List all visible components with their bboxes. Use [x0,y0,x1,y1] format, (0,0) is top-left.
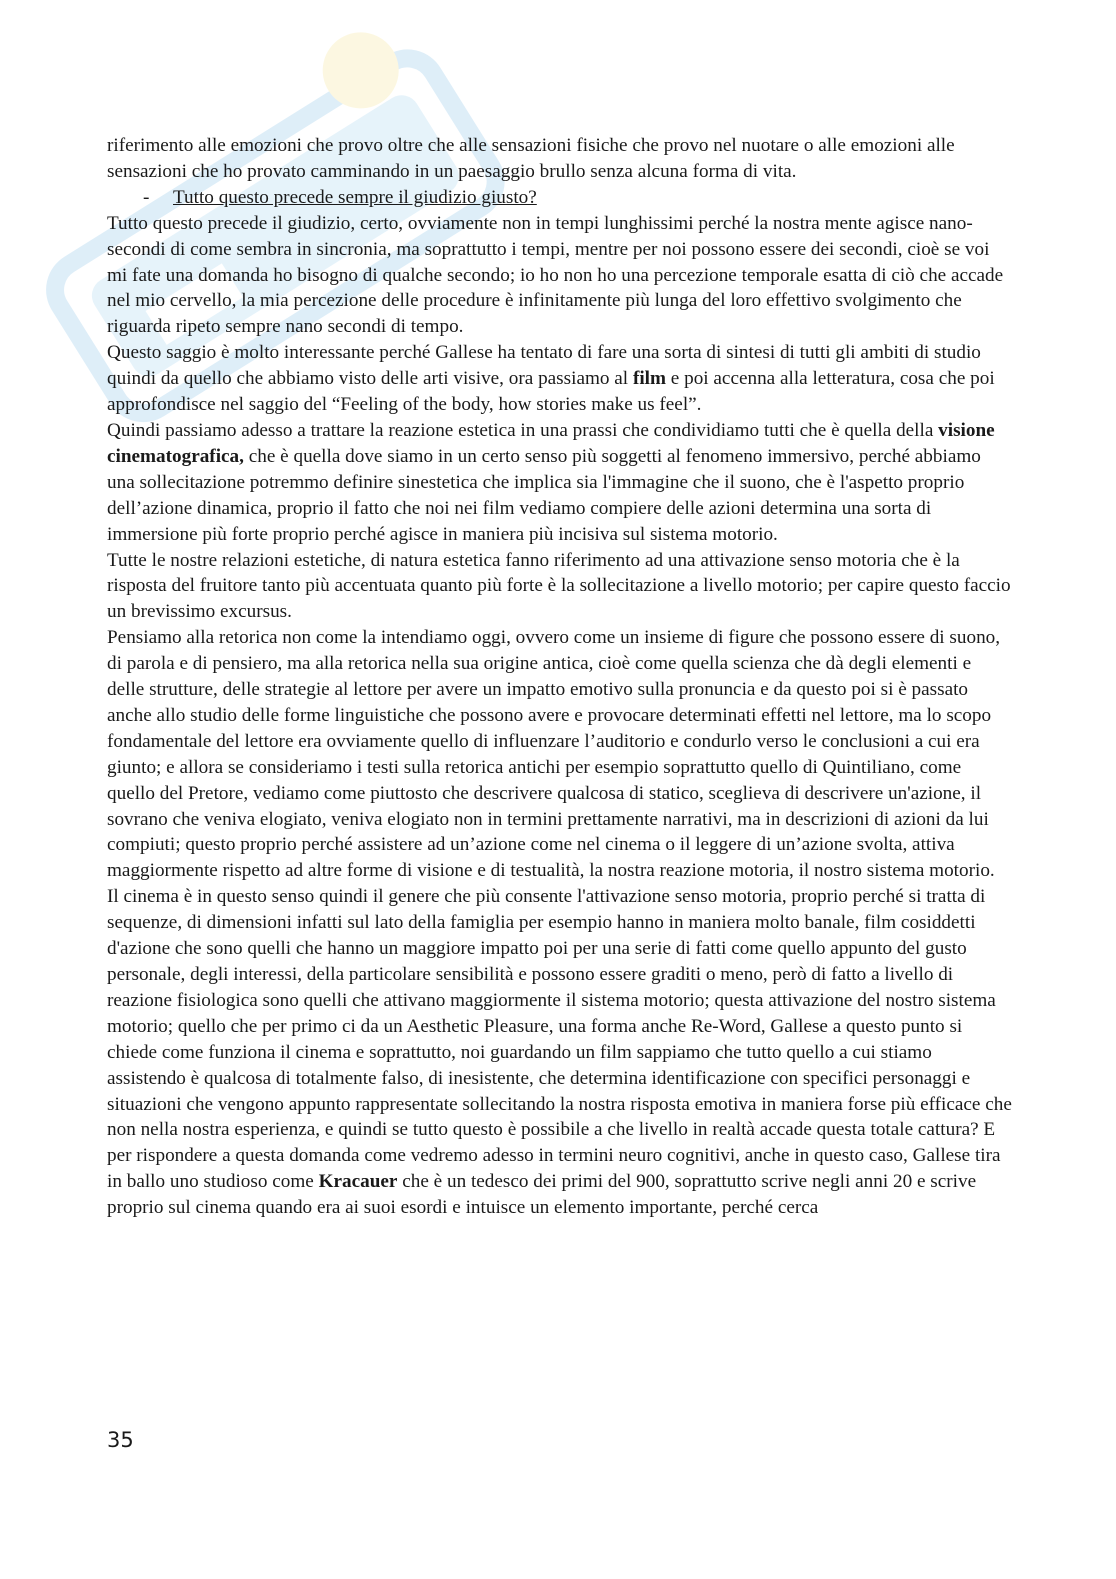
paragraph-5: Tutte le nostre relazioni estetiche, di natura estetica fanno riferimento ad una attivazione senso motoria che è la risposta del fruitore tanto più accentuata quanto più forte è la sollecitazione a livello motorio; per capire questo faccio un brevissimo excursus. [107,549,1011,623]
paragraph-7-text-b: che è un tedesco dei primi del 900, soprattutto scrive negli anni 20 e scrive proprio sul cinema quando era ai suoi esordi e intuisce un elemento importante, perché cerca [107,1171,977,1219]
bullet-dash: - [143,186,150,208]
paragraph-3 [107,340,1012,418]
paragraph-3-bold: film [632,368,666,390]
bullet-question-text: Tutto questo precede sempre il giudizio giusto? [173,186,537,208]
paragraph-3-text-a: Questo saggio è molto interessante perché Gallese ha tentato di fare una sorta di sintesi di tutti gli ambiti di studio quindi da quello che abbiamo visto delle arti visive, ora passiamo al [107,342,981,390]
paragraph-7-bold: Kracauer [318,1171,398,1193]
paragraph-1: riferimento alle emozioni che provo oltre che alle sensazioni fisiche che provo nel nuotare o alle emozioni alle sensazioni che ho provato camminando in un paesaggio brullo senza alcuna forma di vita. [107,135,955,182]
page-number: 35 [107,1428,134,1452]
paragraph-3-text-b: e poi accenna alla letteratura, cosa che poi approfondisce nel saggio del “Feeling of the body, how stories make us feel”. [107,368,995,416]
paragraph-7 [107,884,1012,1221]
paragraph-6: Pensiamo alla retorica non come la intendiamo oggi, ovvero come un insieme di figure che possono essere di suono, di parola e di pensiero, ma alla retorica nella sua origine antica, cioè come quella scienza che dà degli elementi e delle strutture, delle strategie al lettore per avere un impatto emotivo sulla pronuncia e da questo poi si è passato anche allo studio delle forme linguistiche che possono avere e provocare determinati effetti nel lettore, ma lo scopo fondamentale del lettore era ovviamente quello di influenzare l’auditorio e condurlo verso le conclusioni a cui era giunto; e allora se consideriamo i testi sulla retorica antichi per esempio soprattutto quello di Quintiliano, come quello del Pretore, vediamo come piuttosto che descrivere qualcosa di statico, sceglieva di descrivere un'azione, il sovrano che veniva elogiato, veniva elogiato non in termini prettamente narrativi, ma in descrizioni di azioni da lui compiuti; questo proprio perché assistere ad un’azione come nel cinema o il leggere di un’azione svolta, attiva maggiormente rispetto ad altre forme di visione e di testualità, la nostra reazione motoria, il nostro sistema motorio. [107,627,1001,882]
paragraph-4-text-b: che è quella dove siamo in un certo senso più soggetti al fenomeno immersivo, perché abbiamo una sollecitazione potremmo definire sinestetica che implica sia l'immagine che il suono, che è l'aspetto proprio dell’azione dinamica, proprio il fatto che noi nei film vediamo compiere delle azioni determina una sorta di immersione più forte proprio perché agisce in maniera più incisiva sul sistema motorio. [107,445,981,545]
paragraph-7-text-a: Il cinema è in questo senso quindi il genere che più consente l'attivazione senso motoria, proprio perché si tratta di sequenze, di dimensioni infatti sul lato della famiglia per esempio hanno in maniera molto banale, film cosiddetti d'azione che sono quelli che hanno un maggiore impatto poi per una serie di fatti come quello appunto del gusto personale, degli interessi, della particolare sensibilità e possono essere graditi o meno, però di fatto a livello di reazione fisiologica sono quelli che attivano maggiormente il sistema motorio; questa attivazione del nostro sistema motorio; quello che per primo ci da un Aesthetic Pleasure, una forma anche Re-Word, Gallese a questo punto si chiede come funziona il cinema e soprattutto, noi guardando un film sappiamo che tutto quello a cui stiamo assistendo è qualcosa di totalmente falso, di inesistente, che determina identificazione con specifici personaggi e situazioni che vengono appunto rappresentate sollecitando la nostra risposta emotiva in maniera forse più efficace che non nella nostra esperienza, e quindi se tutto questo è possibile a che livello in realtà accade questa totale cattura? E per rispondere a questa domanda come vedremo adesso in termini neuro cognitivi, anche in questo caso, Gallese tira in ballo uno studioso come [107,886,1012,1193]
paragraph-4 [107,418,1012,548]
document-body [107,133,1012,1221]
paragraph-2: Tutto questo precede il giudizio, certo, ovviamente non in tempi lunghissimi perché la nostra mente agisce nano-secondi di come sembra in sincronia, ma soprattutto i tempi, mentre per noi possono essere dei secondi, cioè se voi mi fate una domanda ho bisogno di qualche secondo; io ho non ho una percezione temporale esatta di ciò che accade nel mio cervello, la mia percezione delle procedure è infinitamente più lunga del loro effettivo svolgimento che riguarda ripeto sempre nano secondi di tempo. [107,212,1004,338]
paragraph-4-bold: visione cinematografica, [107,419,995,467]
paragraph-4-text-a: Quindi passiamo adesso a trattare la reazione estetica in una prassi che condividiamo tutti che è quella della [107,419,939,441]
bullet-question [107,185,1012,211]
